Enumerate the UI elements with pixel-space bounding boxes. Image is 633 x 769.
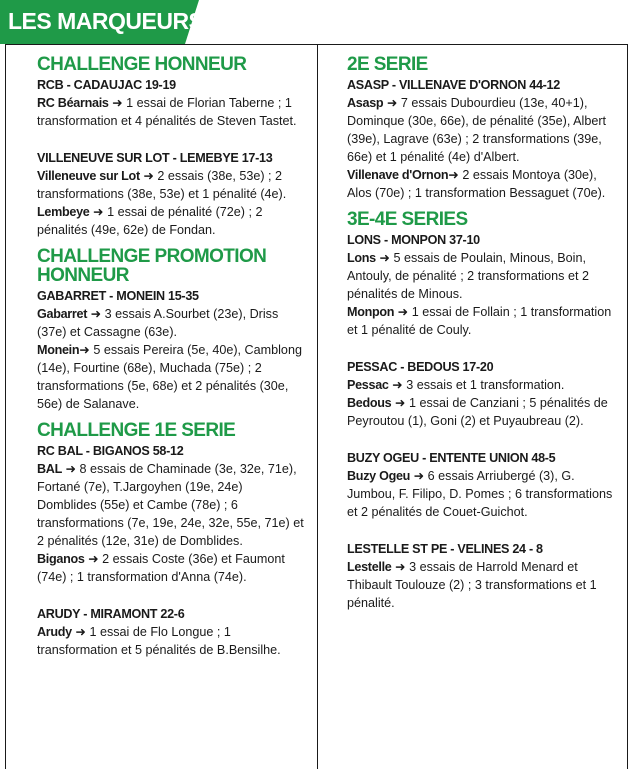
- scorer-entry: [347, 94, 615, 166]
- match-title: GABARRET - MONEIN 15-35: [37, 289, 199, 303]
- scorer-details: 1 essai de pénalité (72e) ; 2 pénalités (49e, 62e) de Fondan.: [37, 205, 263, 237]
- match-title: VILLENEUVE SUR LOT - LEMEBYE 17-13: [37, 151, 273, 165]
- category-heading: 2E SERIE: [347, 54, 428, 75]
- scorer-details: 2 essais (38e, 53e) ; 2 transformations (38e, 53e) et 1 pénalité (4e).: [37, 169, 287, 201]
- team-name: Lons: [347, 251, 376, 265]
- arrow-icon: ➜: [65, 462, 77, 476]
- arrow-icon: ➜: [392, 378, 403, 392]
- arrow-icon: ➜: [394, 396, 406, 410]
- page-title: LES MARQUEURS: [8, 8, 204, 34]
- scorer-details: 2 essais Montoya (30e), Alos (70e) ; 1 transformation Bessaguet (70e).: [347, 168, 606, 200]
- team-name: Lestelle: [347, 560, 392, 574]
- scorer-details: 1 essai de Flo Longue ; 1 transformation et 5 pénalités de B.Bensilhe.: [37, 625, 281, 657]
- scorer-details: 5 essais de Poulain, Minous, Boin, Antouly, de pénalité ; 2 transformations et 2 pénalités de Minous.: [347, 251, 589, 301]
- match-title: ASASP - VILLENAVE D'ORNON 44-12: [347, 78, 560, 92]
- scorer-entry: [37, 460, 305, 550]
- scorer-entry: [37, 550, 305, 586]
- team-name: Pessac: [347, 378, 389, 392]
- team-name: BAL: [37, 462, 62, 476]
- scorer-details: 1 essai de Florian Taberne ; 1 transformation et 4 pénalités de Steven Tastet.: [37, 96, 297, 128]
- match-title: LONS - MONPON 37-10: [347, 233, 480, 247]
- arrow-icon: ➜: [143, 169, 154, 183]
- arrow-icon: ➜: [379, 251, 390, 265]
- team-name: Buzy Ogeu: [347, 469, 411, 483]
- team-name: Biganos: [37, 552, 85, 566]
- scorer-entry: [347, 467, 615, 521]
- arrow-icon: ➜: [386, 96, 398, 110]
- scorer-entry: [37, 203, 305, 239]
- match-title: RC BAL - BIGANOS 58-12: [37, 444, 184, 458]
- scorer-details: 2 essais Coste (36e) et Faumont (74e) ; 1 transformation d'Anna (74e).: [37, 552, 285, 584]
- arrow-icon: ➜: [93, 205, 104, 219]
- scorer-entry: [347, 303, 615, 339]
- category-heading: CHALLENGE HONNEUR: [37, 54, 247, 75]
- arrow-icon: ➜: [88, 552, 99, 566]
- arrow-icon: ➜: [448, 168, 459, 182]
- match-title: RCB - CADAUJAC 19-19: [37, 78, 176, 92]
- team-name: Bedous: [347, 396, 392, 410]
- left-column: [37, 55, 305, 659]
- scorer-details: 3 essais A.Sourbet (23e), Driss (37e) et Cassagne (63e).: [37, 307, 279, 339]
- arrow-icon: ➜: [112, 96, 123, 110]
- scorer-details: 1 essai de Canziani ; 5 pénalités de Peyroutou (1), Goni (2) et Puyaubreau (2).: [347, 396, 608, 428]
- team-name: Monein: [37, 343, 80, 357]
- scorer-entry: [347, 558, 615, 612]
- scorer-details: 8 essais de Chaminade (3e, 32e, 71e), Fortané (7e), T.Jargoyhen (19e, 24e) Domblides (55e) et Cambe (78e) ; 6 transformations (7e, 19e, 24e, 32e, 55e, 71e) et 2 pénalités (12e, 31e) de Domblides.: [37, 462, 304, 548]
- scorer-entry: [347, 166, 615, 202]
- scorer-details: 3 essais et 1 transformation.: [406, 378, 565, 392]
- arrow-icon: ➜: [395, 560, 406, 574]
- scorer-entry: [37, 167, 305, 203]
- arrow-icon: ➜: [413, 469, 425, 483]
- arrow-icon: ➜: [75, 625, 86, 639]
- scorer-entry: [347, 394, 615, 430]
- team-name: Lembeye: [37, 205, 90, 219]
- scorer-entry: [37, 341, 305, 413]
- scorer-entry: [347, 376, 615, 394]
- column-divider: [317, 44, 318, 769]
- team-name: RC Béarnais: [37, 96, 109, 110]
- match-title: BUZY OGEU - ENTENTE UNION 48-5: [347, 451, 556, 465]
- category-heading: CHALLENGE 1E SERIE: [37, 420, 236, 441]
- team-name: Villenave d'Ornon: [347, 168, 449, 182]
- match-title: PESSAC - BEDOUS 17-20: [347, 360, 494, 374]
- scorer-entry: [37, 94, 305, 130]
- scorer-details: 3 essais de Harrold Menard et Thibault Toulouze (2) ; 3 transformations et 1 pénalité.: [347, 560, 597, 610]
- category-heading: CHALLENGE PROMOTION HONNEUR: [37, 246, 267, 286]
- scorer-entry: [37, 623, 305, 659]
- arrow-icon: ➜: [90, 307, 102, 321]
- scorer-details: 7 essais Dubourdieu (13e, 40+1), Dominque (30e, 66e), de pénalité (35e), Albert (39e), Lagrave (63e) ; 2 transformations (39e, 66e) et 1 pénalité (4e) d'Albert.: [347, 96, 607, 164]
- team-name: Villeneuve sur Lot: [37, 169, 140, 183]
- team-name: Gabarret: [37, 307, 88, 321]
- scorer-details: 6 essais Arriubergé (3), G. Jumbou, F. Filipo, D. Pomes ; 6 transformations et 2 pénalités de Couet-Guichot.: [347, 469, 613, 519]
- scorer-details: 1 essai de Follain ; 1 transformation et 1 pénalité de Couly.: [347, 305, 612, 337]
- arrow-icon: ➜: [79, 343, 90, 357]
- right-column: [347, 55, 615, 612]
- scorer-entry: [347, 249, 615, 303]
- team-name: Asasp: [347, 96, 384, 110]
- category-heading: 3E-4E SERIES: [347, 209, 468, 230]
- scorer-details: 5 essais Pereira (5e, 40e), Camblong (14e), Fourtine (68e), Muchada (75e) ; 2 transformations (5e, 68e) et 2 pénalités (30e, 56e) de Salanave.: [37, 343, 302, 411]
- match-title: LESTELLE ST PE - VELINES 24 - 8: [347, 542, 543, 556]
- arrow-icon: ➜: [397, 305, 409, 319]
- team-name: Monpon: [347, 305, 395, 319]
- scorer-entry: [37, 305, 305, 341]
- match-title: ARUDY - MIRAMONT 22-6: [37, 607, 185, 621]
- team-name: Arudy: [37, 625, 72, 639]
